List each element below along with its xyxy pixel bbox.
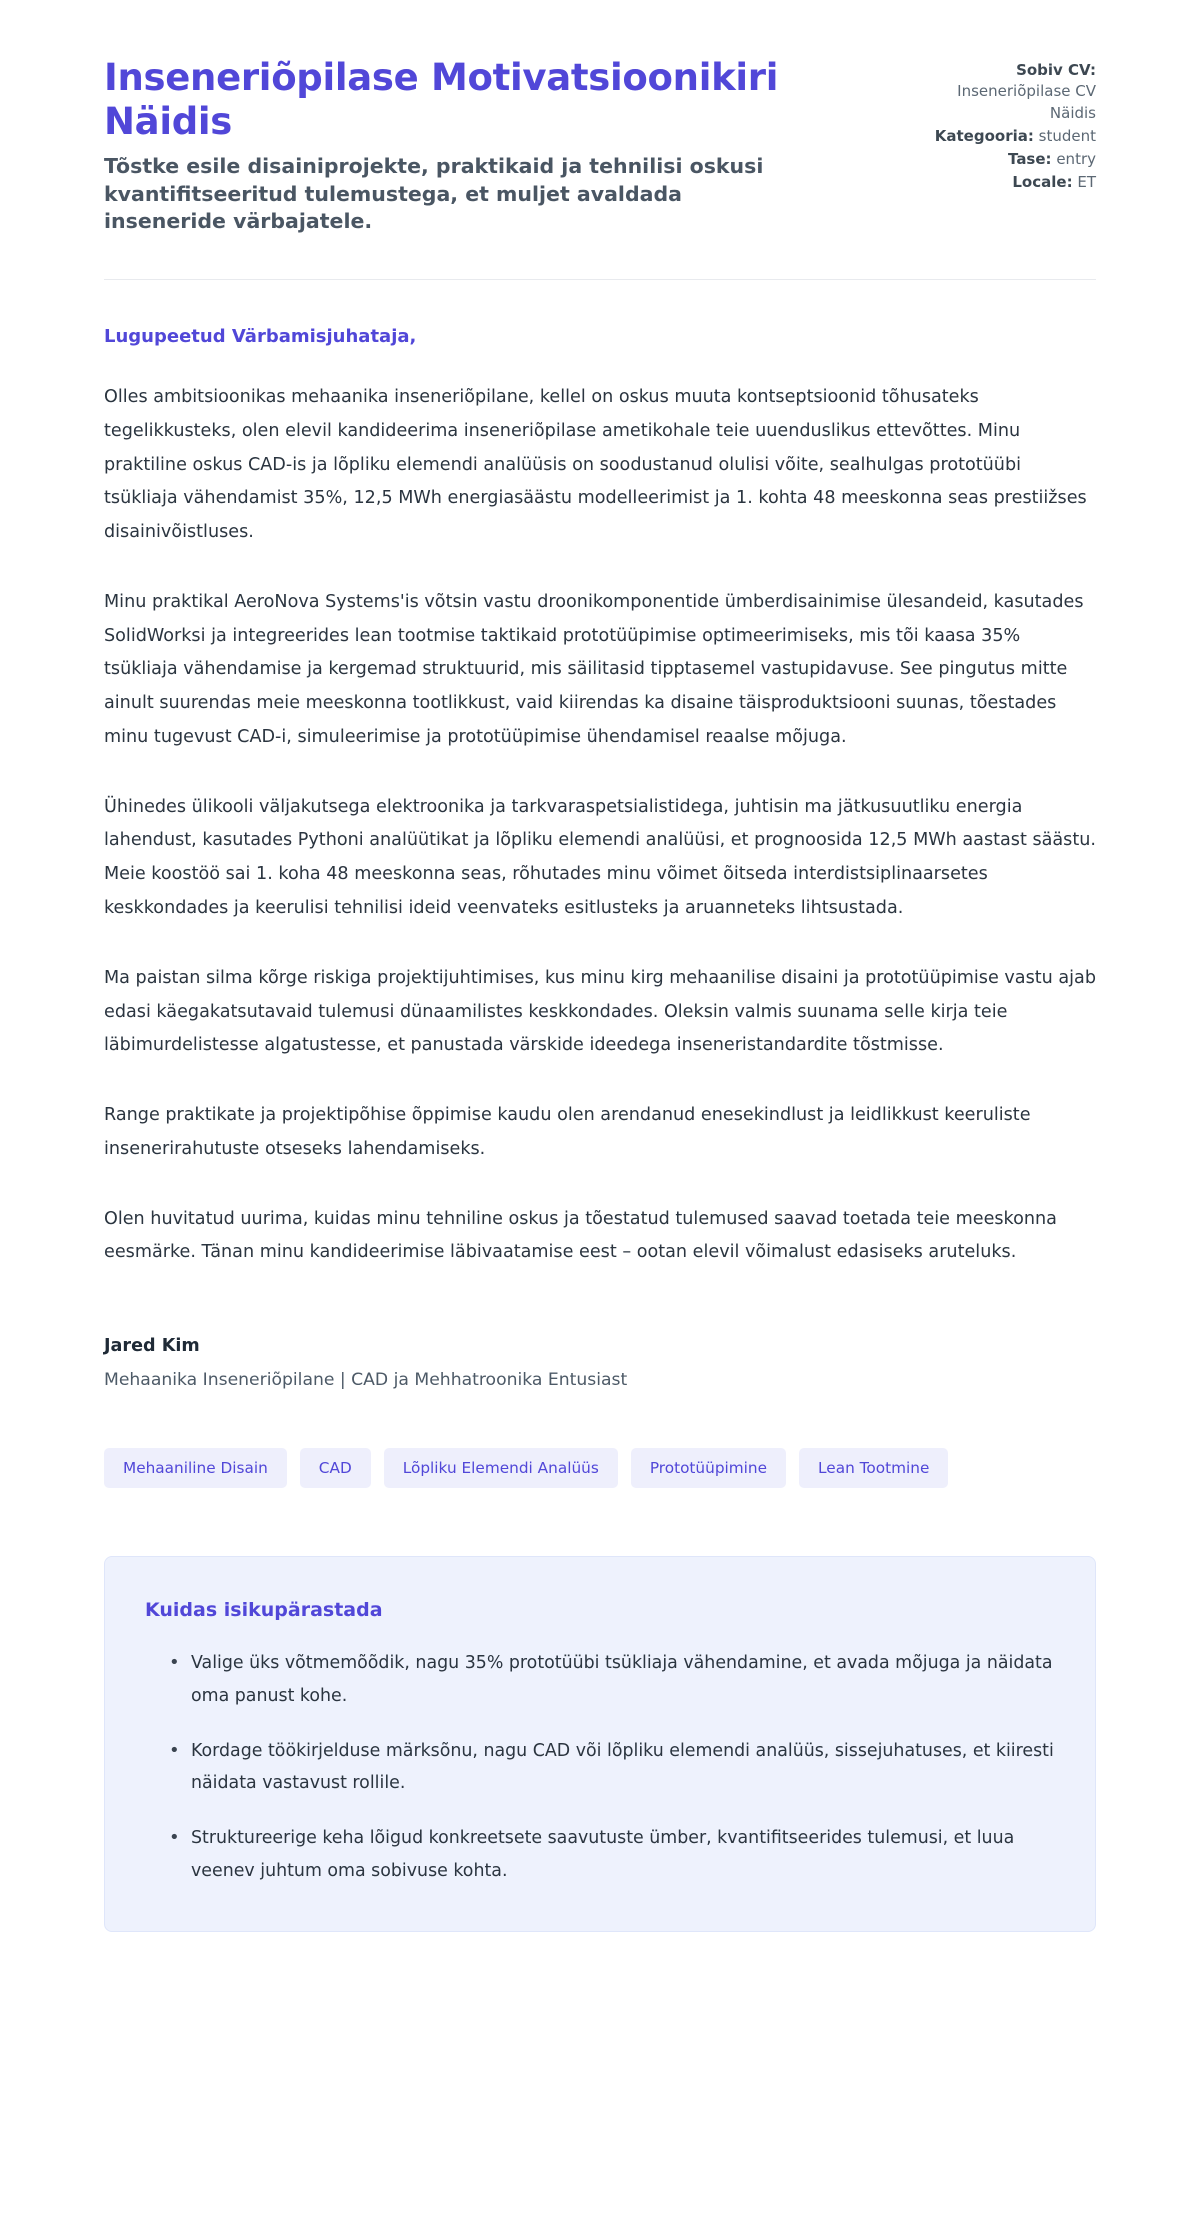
tag-chip[interactable]: Lõpliku Elemendi Analüüs <box>384 1448 618 1488</box>
meta-value-matching-cv: Inseneriõpilase CV Näidis <box>957 82 1096 122</box>
signature-role: Mehaanika Inseneriõpilane | CAD ja Mehhatroonika Entusiast <box>104 1370 628 1391</box>
personalization-callout <box>104 1556 1096 1932</box>
tag-chip[interactable]: Lean Tootmine <box>799 1448 948 1488</box>
tag-list <box>104 1448 1096 1488</box>
header-meta-block <box>920 56 1096 196</box>
callout-list-item: • Kordage töökirjelduse märksõnu, nagu CAD või lõpliku elemendi analüüs, sissejuhatuses, et kiiresti näidata vastavust rollile. <box>169 1735 1055 1800</box>
signature-name: Jared Kim <box>104 1336 200 1357</box>
meta-value-locale: ET <box>1077 173 1096 192</box>
meta-label-category: Kategooria: <box>934 126 1034 145</box>
body-paragraph: Minu praktikal AeroNova Systems'is võtsin vastu droonikomponentide ümberdisainimise ülesandeid, kasutades SolidWorksi ja integreerides lean tootmise taktikaid prototüüpimise optimeerimiseks, mis tõi kaasa 35% tsükliaja vähendamise ja kergemad struktuurid, mis säilitasid tipptasemel vastupidavuse. See pingutus mitte ainult suurendas meie meeskonna tootlikkust, vaid kiirendas ka disaine täisproduktsiooni suunas, tõestades minu tugevust CAD-i, simuleerimise ja prototüüpimise ühendamisel reaalse mõjuga. <box>104 591 1084 747</box>
letter-body <box>104 280 1096 1390</box>
doc-header <box>104 0 1096 235</box>
meta-label-matching-cv: Sobiv CV: <box>1016 61 1096 79</box>
page-title: Inseneriõpilase Motivatsioonikiri Näidis <box>104 56 779 143</box>
tag-chip[interactable]: Prototüüpimine <box>631 1448 786 1488</box>
meta-row-category <box>920 126 1096 147</box>
body-paragraph: Olles ambitsioonikas mehaanika inseneriõpilane, kellel on oskus muuta kontseptsioonid tõhusateks tegelikkusteks, olen elevil kandideerima inseneriõpilase ametikohale teie uuenduslikus ettevõttes. Minu praktiline oskus CAD-is ja lõpliku elemendi analüüsis on soodustanud olulisi võite, sealhulgas prototüübi tsükliaja vähendamist 35%, 12,5 MWh energiasäästu modelleerimist ja 1. kohta 48 meeskonna seas prestiižses disainivõistluses. <box>104 387 1087 543</box>
meta-value-category: student <box>1038 126 1096 145</box>
callout-list <box>145 1647 1055 1887</box>
tag-chip[interactable]: Mehaaniline Disain <box>104 1448 287 1488</box>
body-paragraph: Ühinedes ülikooli väljakutsega elektroonika ja tarkvaraspetsialistidega, juhtisin ma jätkusuutliku energia lahendust, kasutades Pythoni analüütikat ja lõpliku elemendi analüüsi, et prognoosida 12,5 MWh aastast säästu. Meie koostöö sai 1. koha 48 meeskonna seas, rõhutades minu võimet õitseda interdistsiplinaarsetes keskkondades ja keerulisi tehnilisi ideid veenvateks esitlusteks ja aruanneteks lihtsustada. <box>104 796 1096 919</box>
body-paragraph: Olen huvitatud uurima, kuidas minu tehniline oskus ja tõestatud tulemused saavad toetada teie meeskonna eesmärke. Tänan minu kandideerimise läbivaatamise eest – ootan elevil võimalust edasiseks aruteluks. <box>104 1208 1057 1263</box>
meta-row-matching-cv <box>920 60 1096 124</box>
header-title-block <box>104 56 804 235</box>
callout-list-item: • Valige üks võtmemõõdik, nagu 35% prototüübi tsükliaja vähendamine, et avada mõjuga ja näidata oma panust kohe. <box>169 1647 1055 1712</box>
salutation: Lugupeetud Värbamisjuhataja, <box>104 326 417 348</box>
meta-row-level <box>920 149 1096 170</box>
meta-label-level: Tase: <box>1008 150 1052 169</box>
tag-chip[interactable]: CAD <box>300 1448 371 1488</box>
meta-label-locale: Locale: <box>1012 173 1073 192</box>
body-paragraph: Ma paistan silma kõrge riskiga projektijuhtimises, kus minu kirg mehaanilise disaini ja prototüüpimise vastu ajab edasi käegakatsutavaid tulemusi dünaamilistes keskkondades. Oleksin valmis suunama selle kirja teie läbimurdelistesse algatustesse, et panustada värskide ideedega inseneristandardite tõstmisse. <box>104 967 1097 1056</box>
page-subtitle: Tõstke esile disainiprojekte, praktikaid ja tehnilisi oskusi kvantifitseeritud tulemustega, et muljet avaldada inseneride värbajatele. <box>104 154 764 233</box>
signature-block <box>104 1336 1096 1390</box>
meta-row-locale <box>920 172 1096 193</box>
body-paragraph: Range praktikate ja projektipõhise õppimise kaudu olen arendanud enesekindlust ja leidlikkust keeruliste insenerirahutuste otseseks lahendamiseks. <box>104 1105 1031 1159</box>
callout-list-item: • Struktureerige keha lõigud konkreetsete saavutuste ümber, kvantifitseerides tulemusi, et luua veenev juhtum oma sobivuse kohta. <box>169 1822 1055 1887</box>
meta-value-level: entry <box>1056 150 1096 169</box>
callout-title: Kuidas isikupärastada <box>145 1599 383 1622</box>
